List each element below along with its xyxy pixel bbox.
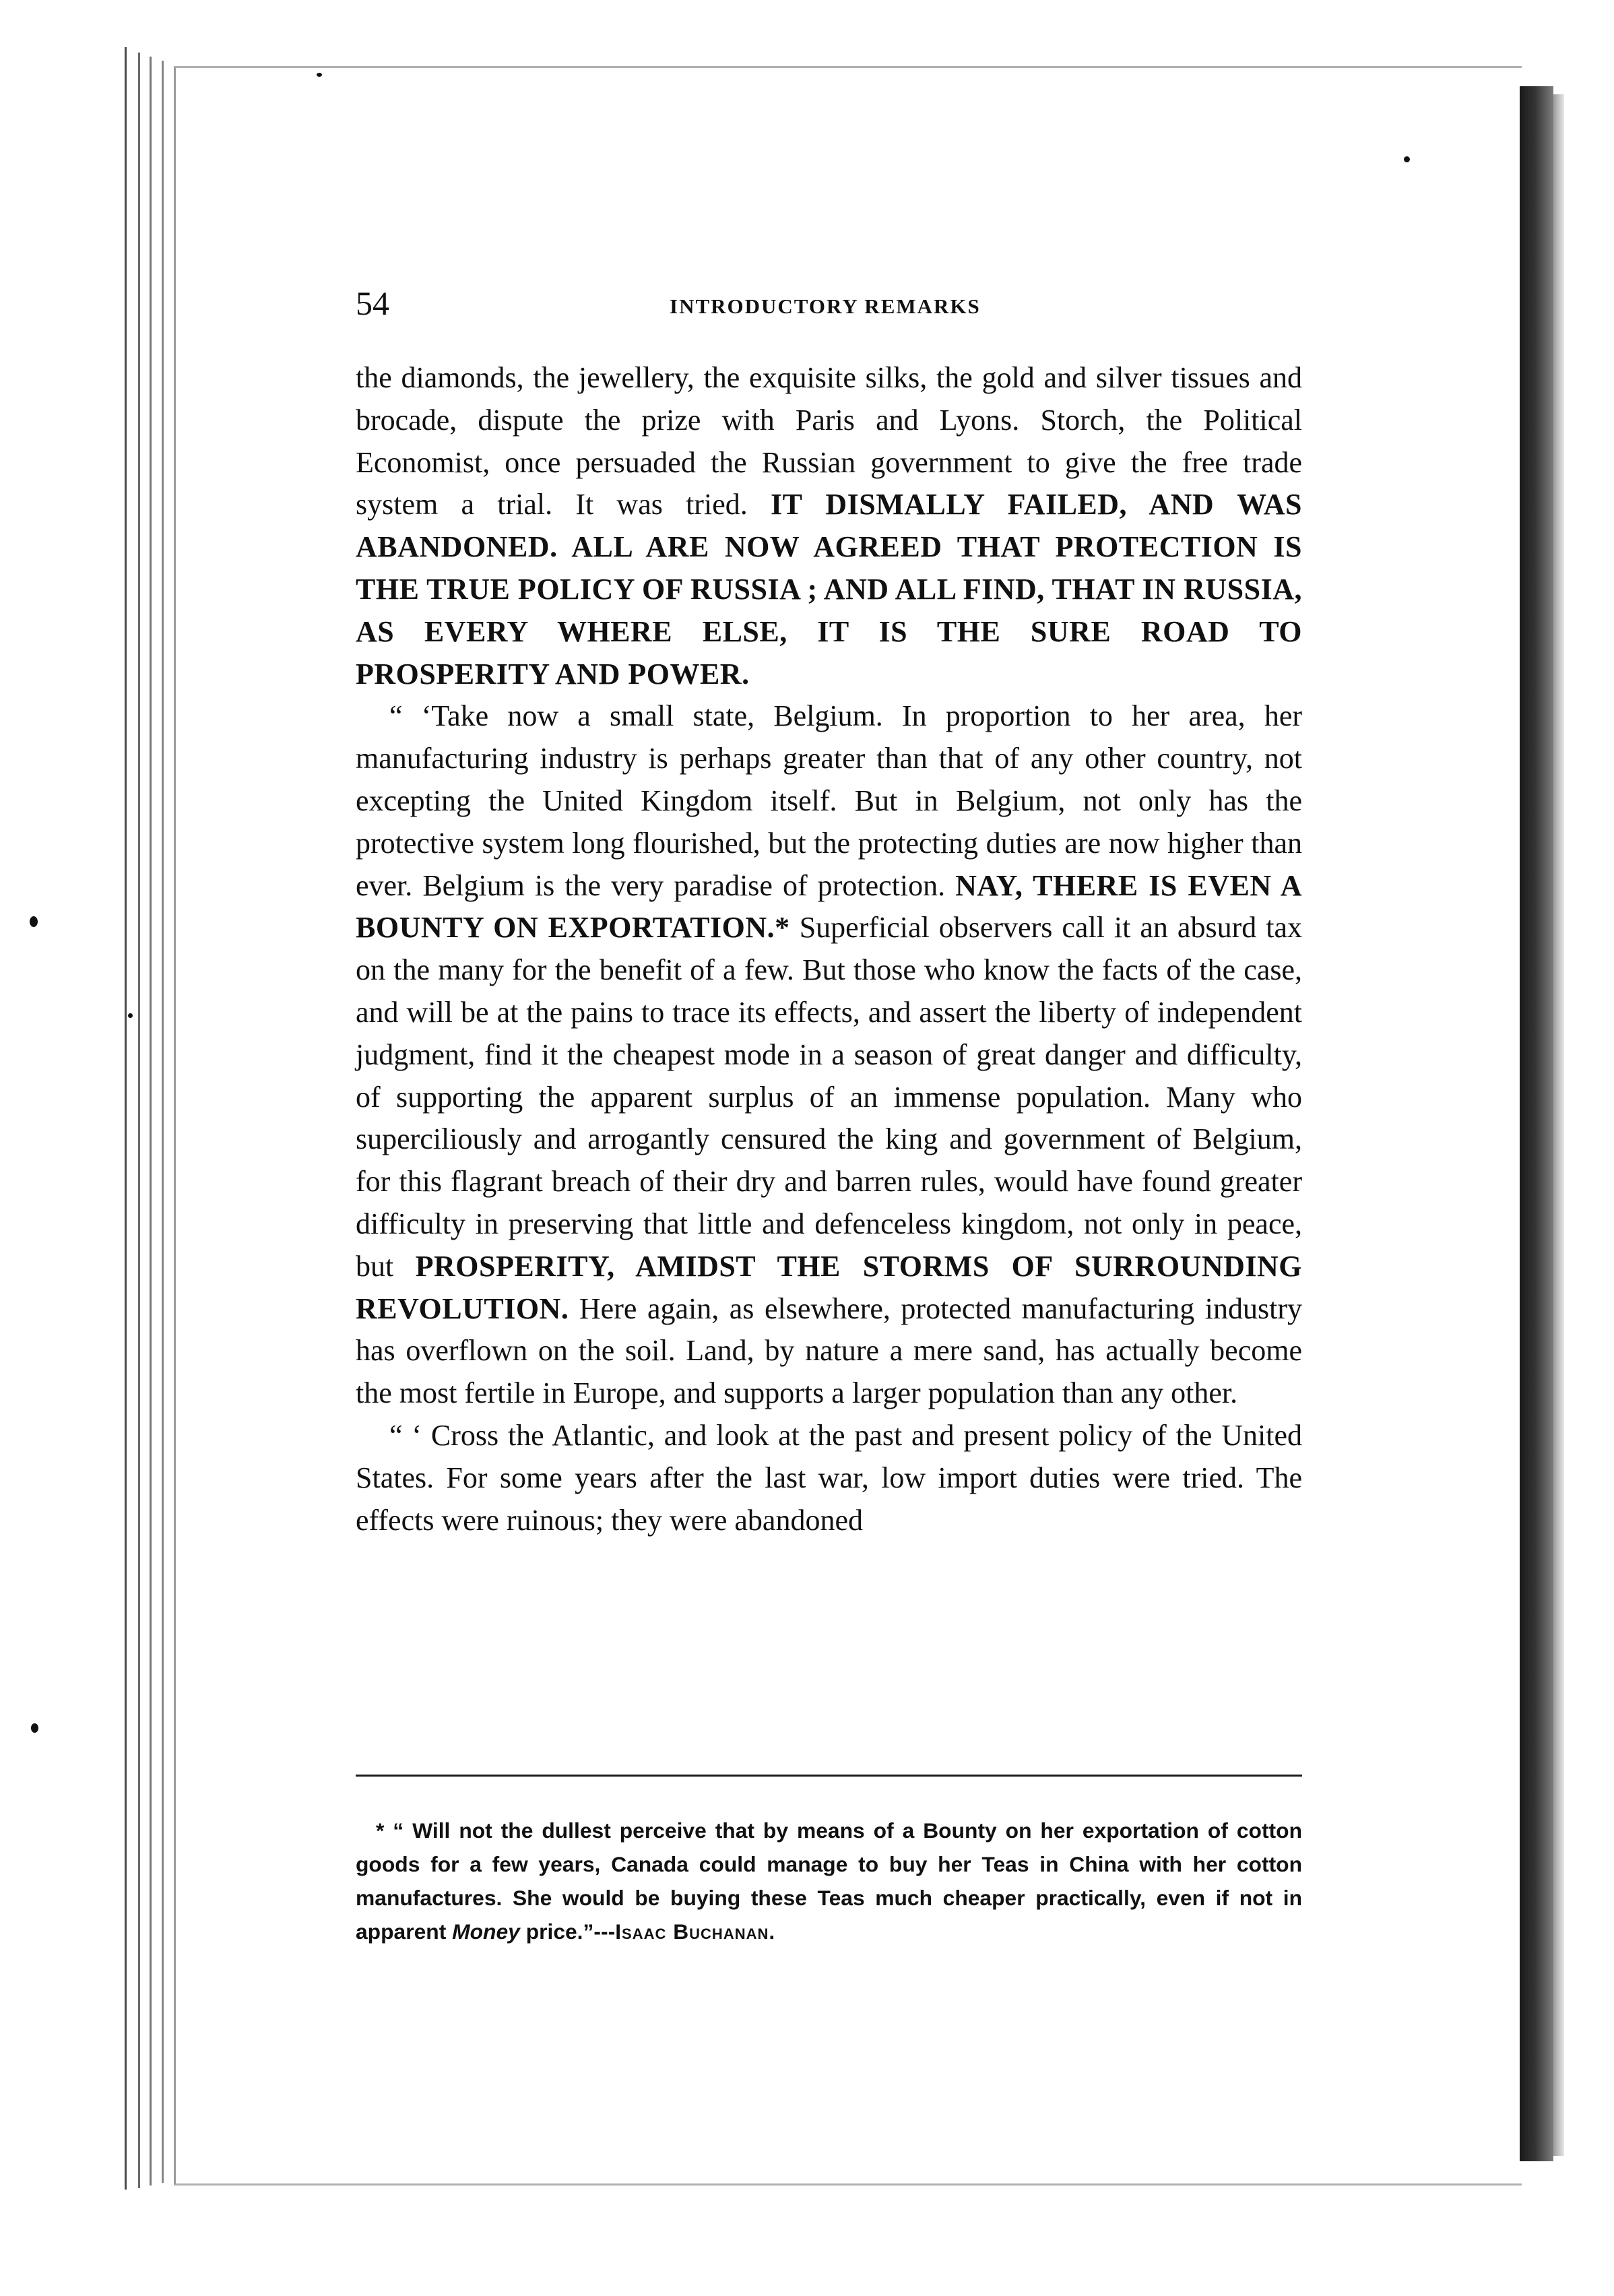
page-header [356,283,1299,330]
footnote-attribution: Isaac Buchanan. [615,1919,776,1944]
footnote-text-a: * “ Will not the dullest perceive that by means of a Bounty on her exportation of cotton goods for a few years, Canada could manage to buy her Teas in China with her cotton manufactures. She would be buying these Teas much cheaper practically, even if not in apparent [356,1818,1302,1944]
scan-speck [128,1013,133,1018]
paragraph-1-text: the diamonds, the jewellery, the exquisite silks, the gold and silver tissues and brocade, dispute the prize with Paris and Lyons. Storch, the Political Economist, once persuaded the Russian government to give the free trade system a trial. It was tried. [356,361,1302,521]
gutter-shade [1553,94,1564,2156]
paragraph-1-caps: IT DISMALLY FAILED, AND WAS ABANDONED. ALL ARE NOW AGREED THAT PROTECTION IS THE TRUE POLICY OF RUSSIA ; AND ALL FIND, THAT IN RUSSIA, AS EVERY WHERE ELSE, IT IS THE SURE ROAD TO PROSPERITY AND POWER. [356,488,1302,691]
facing-page-edge [1564,101,1614,2149]
footnote-italic-word: Money [452,1919,520,1944]
paragraph-3 [356,1415,1302,1541]
scan-speck [317,73,322,77]
footnote-text-b: price.”--- [525,1919,616,1944]
footnote-divider [356,1775,1302,1777]
paragraph-3-text: “ ‘ Cross the Atlantic, and look at the past and present policy of the United States. For some years after the last war, low import duties were tried. The effects were ruinous; they were abandoned [356,1418,1302,1537]
scan-speck [1404,156,1410,162]
paragraph-2-caps-b: PROSPERITY, AMIDST THE STORMS OF SURROUNDING REVOLUTION. [356,1249,1302,1325]
paragraph-2-caps-a: NAY, THERE IS EVEN A BOUNTY ON EXPORTATION.* [356,868,1302,945]
scan-speck [30,916,38,927]
footnote [356,1814,1302,1948]
running-head: INTRODUCTORY REMARKS [670,294,981,318]
binding-gutter [1520,86,1553,2161]
paragraph-2 [356,695,1302,1415]
paragraph-2-text-c: Here again, as elsewhere, protected manufacturing industry has overflown on the soil. Land, by nature a mere sand, has actually become the most fertile in Europe, and supports a larger population than any other. [356,1292,1303,1410]
page-number: 54 [356,284,389,322]
body-text [356,357,1302,1541]
paragraph-1 [356,357,1302,695]
scan-speck [31,1723,38,1733]
paragraph-2-text-b: Superficial observers call it an absurd tax on the many for the benefit of a few. But those who know the facts of the case, and will be at the pains to trace its effects, and assert the liberty of independent judgment, find it the cheapest mode in a season of great danger and difficulty, of supporting the apparent surplus of an immense population. Many who superciliously and arrogantly censured the king and government of Belgium, for this flagrant breach of their dry and barren rules, would have found greater difficulty in preserving that little and defenceless kingdom, not only in peace, but [356,911,1302,1283]
paragraph-2-text-a: “ ‘Take now a small state, Belgium. In proportion to her area, her manufacturing industry is perhaps greater than that of any other country, not excepting the United Kingdom itself. But in Belgium, not only has the protective system long flourished, but the protecting duties are now higher than ever. Belgium is the very paradise of protection. [356,699,1302,902]
